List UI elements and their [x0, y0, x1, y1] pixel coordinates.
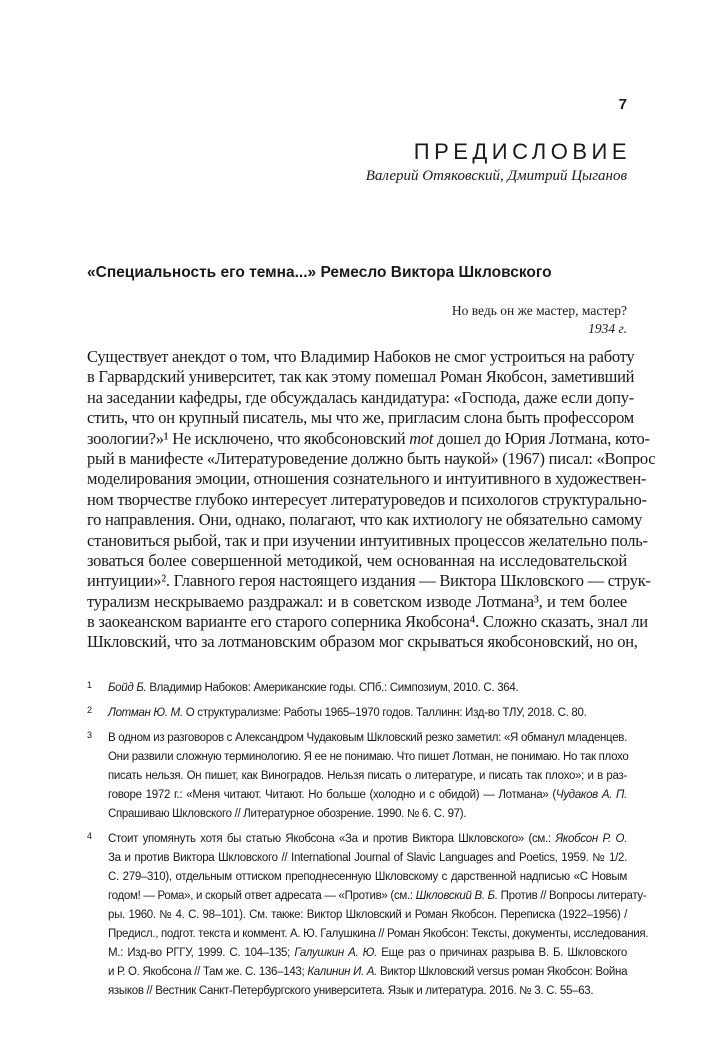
footnote-line	[108, 849, 627, 868]
italic-text-run: mot	[409, 428, 434, 448]
body-line	[87, 347, 635, 367]
footnote-line	[108, 887, 647, 906]
text-run: Спрашиваю Шкловского // Литературное обозрение. 1990. № 6. С. 97).	[108, 808, 467, 820]
footnote-line	[108, 944, 627, 963]
body-line	[87, 469, 647, 489]
footnote-number: 1	[87, 680, 92, 690]
footnote-number: 4	[87, 831, 92, 841]
text-run: на заседании кафедры, где обсуждалась кандидатура: «Господа, даже если допу-	[87, 387, 634, 407]
text-run: Шкловский, что за лотмановским образом мог скрываться якобсоновский, но он,	[87, 632, 638, 652]
footnote-line	[108, 729, 627, 748]
footnote-line	[108, 786, 627, 805]
text-run: О структурализме: Работы 1965–1970 годов. Таллинн: Изд-во ТЛУ, 2018. С. 80.	[182, 707, 587, 719]
text-run: Против // Вопросы литерату-	[497, 890, 647, 902]
body-line	[87, 530, 648, 551]
text-run: моделирования эмоции, отношения сознательного и интуитивного в художествен-	[87, 469, 647, 489]
body-line	[87, 367, 635, 387]
text-run: За и против Виктора Шкловского // International Journal of Slavic Languages and Poetics, 1959. № 1/2.	[108, 852, 627, 864]
body-text	[87, 347, 656, 653]
chapter-title: ПРЕДИСЛОВИЕ	[413, 139, 631, 164]
text-run: Владимир Набоков: Американские годы. СПб.: Симпозиум, 2010. С. 364.	[146, 682, 519, 694]
text-run: Предисл., подгот. текста и коммент. А. Ю. Галушкина // Роман Якобсон: Тексты, документы, исследования.	[108, 928, 649, 940]
body-line	[87, 448, 656, 469]
footnote-line	[108, 906, 627, 925]
page-number: 7	[618, 96, 627, 113]
footnote-line	[108, 805, 627, 824]
footnote	[87, 729, 627, 824]
italic-text-run: Бойд Б.	[108, 682, 147, 694]
text-run: зоологии?»¹ Не исключено, что якобсоновский	[87, 428, 410, 448]
text-run: Существует анекдот о том, что Владимир Набоков не смог устроиться на работу	[87, 347, 635, 366]
text-run: В одном из разговоров с Александром Чудаковым Шкловский резко заметил: «Я обманул младенцев.	[108, 732, 627, 744]
footnote-line	[108, 982, 627, 1001]
body-line	[87, 489, 647, 510]
text-run: Стоит упомянуть хотя бы статью Якобсона «За и против Виктора Шкловского» (см.:	[108, 833, 556, 845]
italic-text-run: Якобсон Р. О.	[555, 833, 628, 845]
footnote-number: 3	[87, 730, 92, 740]
text-run: ры. 1960. № 4. С. 98–101). См. также: Виктор Шкловский и Роман Якобсон. Переписка (1922–1956) /	[108, 909, 627, 921]
body-line	[87, 571, 651, 591]
italic-text-run: Лотман Ю. М.	[108, 707, 183, 719]
italic-text-run: Галушкин А. Ю.	[294, 947, 377, 959]
italic-text-run: Калинин И. А.	[307, 966, 378, 978]
text-run: С. 279–310), отдельным оттиском преподнесенную Шкловскому с дарственной надписью «С Новым	[108, 871, 627, 883]
text-run: ном творчестве глубоко интересует литературоведов и психологов структурально-	[87, 489, 647, 509]
text-run: говоре 1972 г.: «Меня читают. Читают. Но больше (холодно и с обидой) — Лотмана» (	[108, 789, 556, 801]
body-line	[87, 551, 627, 571]
text-run: дошел до Юрия Лотмана, кото-	[433, 428, 650, 448]
text-run: и Р. О. Якобсона // Там же. С. 136–143;	[108, 966, 308, 978]
footnote-line	[108, 830, 627, 849]
text-run: в заокеанском варианте его старого соперника Якобсона⁴. Сложно сказать, знал ли	[87, 612, 648, 632]
footnote-line	[108, 868, 627, 887]
text-run: становиться рыбой, так и при изучении интуитивных процессов желательно поль-	[87, 530, 648, 550]
body-line	[87, 632, 638, 652]
body-line	[87, 612, 648, 632]
text-run: писать нельзя. Он пишет, как Виноградов. Нельзя писать о литературе, и писать так плохо»; и в раз-	[108, 770, 627, 782]
text-run: Еще раз о причинах разрыва В. Б. Шкловского	[376, 947, 627, 959]
body-line	[87, 510, 643, 530]
epigraph-date: 1934 г.	[588, 321, 627, 336]
text-run: М.: Изд-во РГГУ, 1999. С. 104–135;	[108, 947, 295, 959]
text-run: стить, что он крупный писатель, мы что же, пригласим слона быть профессором	[87, 408, 634, 428]
text-run: зоваться более совершенной методикой, чем основанная на исследовательской	[87, 550, 627, 570]
text-run: языков // Вестник Санкт-Петербургского университета. Язык и литература. 2016. № 3. С. 55–63.	[108, 985, 594, 997]
body-line	[87, 387, 634, 408]
text-run: рый в манифесте «Литературоведение должно быть наукой» (1967) писал: «Вопрос	[87, 448, 656, 468]
text-run: годом! — Рома», и скорый ответ адресата — «Против» (см.:	[108, 890, 416, 902]
body-line	[87, 428, 650, 449]
body-line	[87, 408, 634, 428]
footnote-line	[108, 704, 627, 723]
footnote-line	[108, 963, 627, 982]
text-run: в Гарвардский университет, так как этому помешал Роман Якобсон, заметивший	[87, 367, 635, 387]
chapter-authors: Валерий Отяковский, Дмитрий Цыганов	[365, 168, 627, 184]
footnote-line	[108, 748, 627, 767]
epigraph	[452, 302, 627, 338]
footnote	[87, 679, 627, 698]
footnote-line	[108, 679, 627, 698]
text-run: турализм нескрываемо раздражал: и в советском изводе Лотмана³, и тем более	[87, 591, 627, 611]
text-run: интуиции»². Главного героя настоящего издания — Виктора Шкловского — струк-	[87, 571, 651, 591]
footnote	[87, 704, 627, 723]
footnote-number: 2	[87, 705, 92, 715]
text-run: Они развили сложную терминологию. Я ее не понимаю. Что пишет Лотман, не понимаю. Но так плохо	[108, 751, 629, 763]
body-line	[87, 592, 627, 612]
italic-text-run: Шкловский В. Б.	[415, 890, 498, 902]
text-run: Виктор Шкловский versus роман Якобсон: Война	[377, 966, 628, 978]
footnote-line	[108, 925, 649, 944]
footnote-line	[108, 767, 627, 786]
section-heading: «Специальность его темна...» Ремесло Виктора Шкловского	[87, 264, 552, 281]
epigraph-text: Но ведь он же мастер, мастер?	[451, 303, 627, 318]
text-run: го направления. Они, однако, полагают, что как ихтиологу не обязательно самому	[87, 510, 643, 530]
italic-text-run: Чудаков А. П.	[555, 789, 627, 801]
footnote	[87, 830, 649, 1001]
footnotes	[87, 679, 649, 1007]
